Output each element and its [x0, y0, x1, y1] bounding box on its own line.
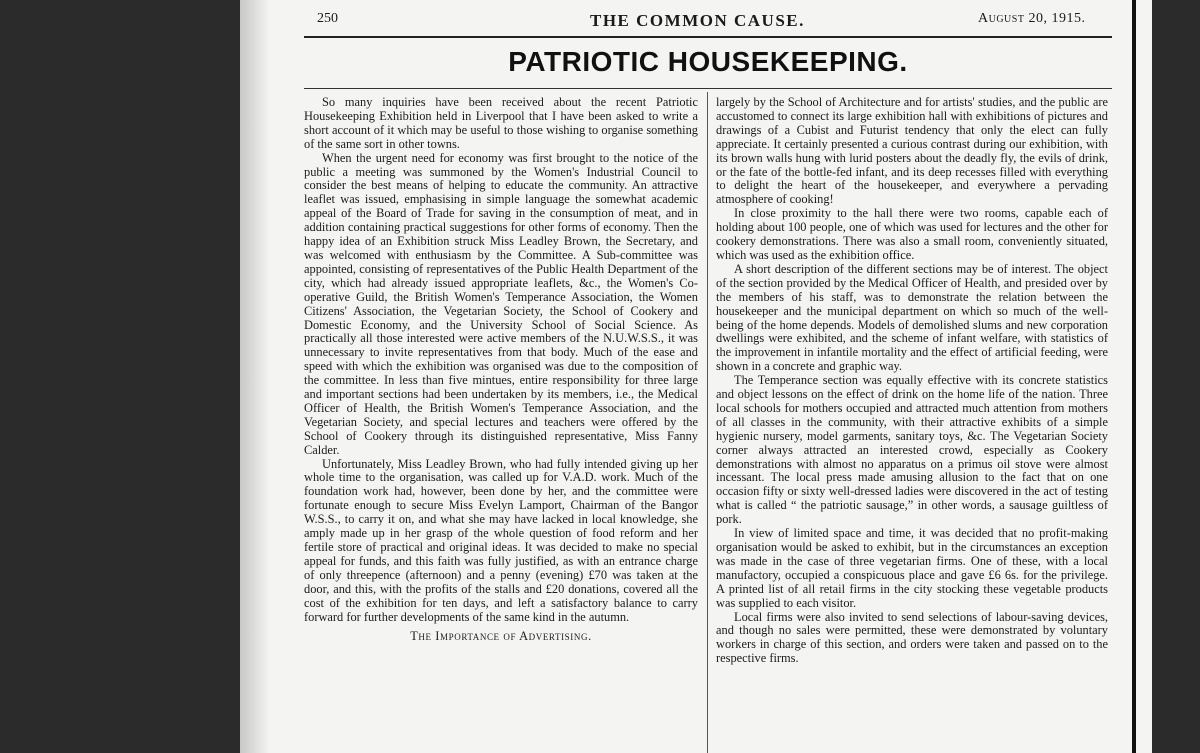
page-edge [1132, 0, 1136, 753]
issue-date: August 20, 1915. [978, 11, 1086, 26]
viewer-background-right [1152, 0, 1200, 753]
article-headline: PATRIOTIC HOUSEKEEPING. [508, 46, 908, 77]
article-paragraph: In view of limited space and time, it was decided that no profit-making organisation would be asked to exhibit, but in the circumstances an exception was made in the case of three vegetarian firms. One of these, with a local manufactory, occupied a conspicuous place and gave £6 6s. for the privilege. A printed list of all retail firms in the city stocking these vegetable products was supplied to each visitor. [716, 526, 1108, 610]
article-paragraph: A short description of the different sections may be of interest. The object of the section provided by the Medical Officer of Health, and presided over by the members of his staff, was to demonstrate the relation between the housekeeper and the municipal department on which so much of the well-being of the home depends. Models of demolished slums and new corporation dwellings were exhibited, and the scheme of infant welfare, with statistics of the improvement in infantile mortality and the effect of artificial feeding, were shown in a concrete and graphic way. [716, 261, 1108, 374]
masthead: THE COMMON CAUSE. [590, 11, 805, 30]
page-number: 250 [317, 11, 338, 26]
section-subhead: The Importance of Advertising. [410, 629, 592, 644]
viewer-background-left [0, 0, 240, 753]
article-paragraph: Local firms were also invited to send selections of labour-saving devices, and though no sales were permitted, these were demonstrated by voluntary workers in charge of this section, and orders were taken and passed on to the respective firms. [716, 609, 1108, 666]
page-gutter-shadow [240, 0, 270, 753]
headline-rule [304, 88, 1112, 89]
header-rule [304, 36, 1112, 38]
article-paragraph: When the urgent need for economy was first brought to the notice of the public a meeting was summoned by the Women's Industrial Council to consider the best means of helping to educate the community. An attractive leaflet was issued, emphasising in simple language the somewhat academic appeal of the Board of Trade for saving in the consumption of meat, and in addition containing practical suggestions for other forms of economy. Then the happy idea of an Exhibition struck Miss Leadley Brown, the Secretary, and was welcomed with enthusiasm by the Committee. A Sub-committee was appointed, consisting of representatives of the Public Health Department of the city, which had already issued appropriate leaflets, &c., the Women's Co-operative Guild, the British Women's Temperance Association, the Women Citizens' Association, the Vegetarian Society, the School of Cookery and Domestic Economy, and the University School of Social Science. As practically all those interested were active members of the N.U.W.S.S., it was unnecessary to invite representatives from that body. Much of the ease and speed with which the exhibition was organised was due to the composition of the committee. In less than five mintues, entire responsibility for three large and important sections had been undertaken by its members, i.e., the Medical Officer of Health, the British Women's Temperance Association, and the Vegetarian Society, and special lectures and teachers were offered by the School of Cookery through its distinguished representative, Miss Fanny Calder. [304, 150, 698, 457]
article-paragraph: Unfortunately, Miss Leadley Brown, who had fully intended giving up her whole time to the organisation, was called up for V.A.D. work. Much of the foundation work had, however, been done by her, and the committee were fortunate enough to secure Miss Evelyn Lamport, Chairman of the Bangor W.S.S., to carry it on, and what she may have lacked in local knowledge, she amply made up in her grasp of the whole question of food reform and her fertile store of practical and original ideas. It was decided to make no special appeal for funds, and this faith was fully justified, as with an entrance charge of only threepence (afternoon) and a penny (evening) £70 was taken at the door, and this, with the profits of the stalls and £20 donations, covered all the cost of the exhibition for ten days, and left a satisfactory balance to carry forward for further developments of the same kind in the autumn. [304, 456, 698, 624]
column-divider [707, 92, 708, 753]
article-paragraph: largely by the School of Architecture and for artists' studies, and the public are accustomed to connect its large exhibition hall with exhibitions of pictures and drawings of a Cubist and Futurist tendency that only the elect can fully appreciate. It certainly presented a curious contrast during our exhibition, with its brown walls hung with lurid posters about the deadly fly, the evils of drink, or the fate of the bottle-fed infant, and its deep recesses filled with everything to delight the heart of the housekeeper, and everywhere a pervading atmosphere of cooking! [716, 95, 1108, 207]
article-paragraph: In close proximity to the hall there were two rooms, capable each of holding about 100 people, one of which was used for lectures and the other for cookery demonstrations. There was also a small room, conveniently situated, which was used as the exhibition office. [716, 206, 1108, 262]
article-column-left [304, 96, 698, 644]
article-paragraph: The Temperance section was equally effective with its concrete statistics and object lessons on the effect of drink on the home life of the nation. Three local schools for mothers occupied and attracted much attention from mothers of all classes in the community, with their attractive exhibits of a simple hygienic nursery, model garments, sanitary toys, &c. The Vegetarian Society corner always attracted an interested crowd, especially as Cookery demonstrations with almost no apparatus on a primus oil stove were almost incessant. The local press made amusing allusion to the fact that on one occasion fifty or sixty well-dressed ladies were discovered in the act of testing what is called “ the patriotic sausage,” in other words, a sausage guiltless of pork. [716, 373, 1108, 527]
article-column-right [716, 96, 1108, 666]
article-paragraph: So many inquiries have been received about the recent Patriotic Housekeeping Exhibition held in Liverpool that I have been asked to write a short account of it which may be useful to those wishing to organise something of the same sort in other towns. [304, 95, 698, 151]
